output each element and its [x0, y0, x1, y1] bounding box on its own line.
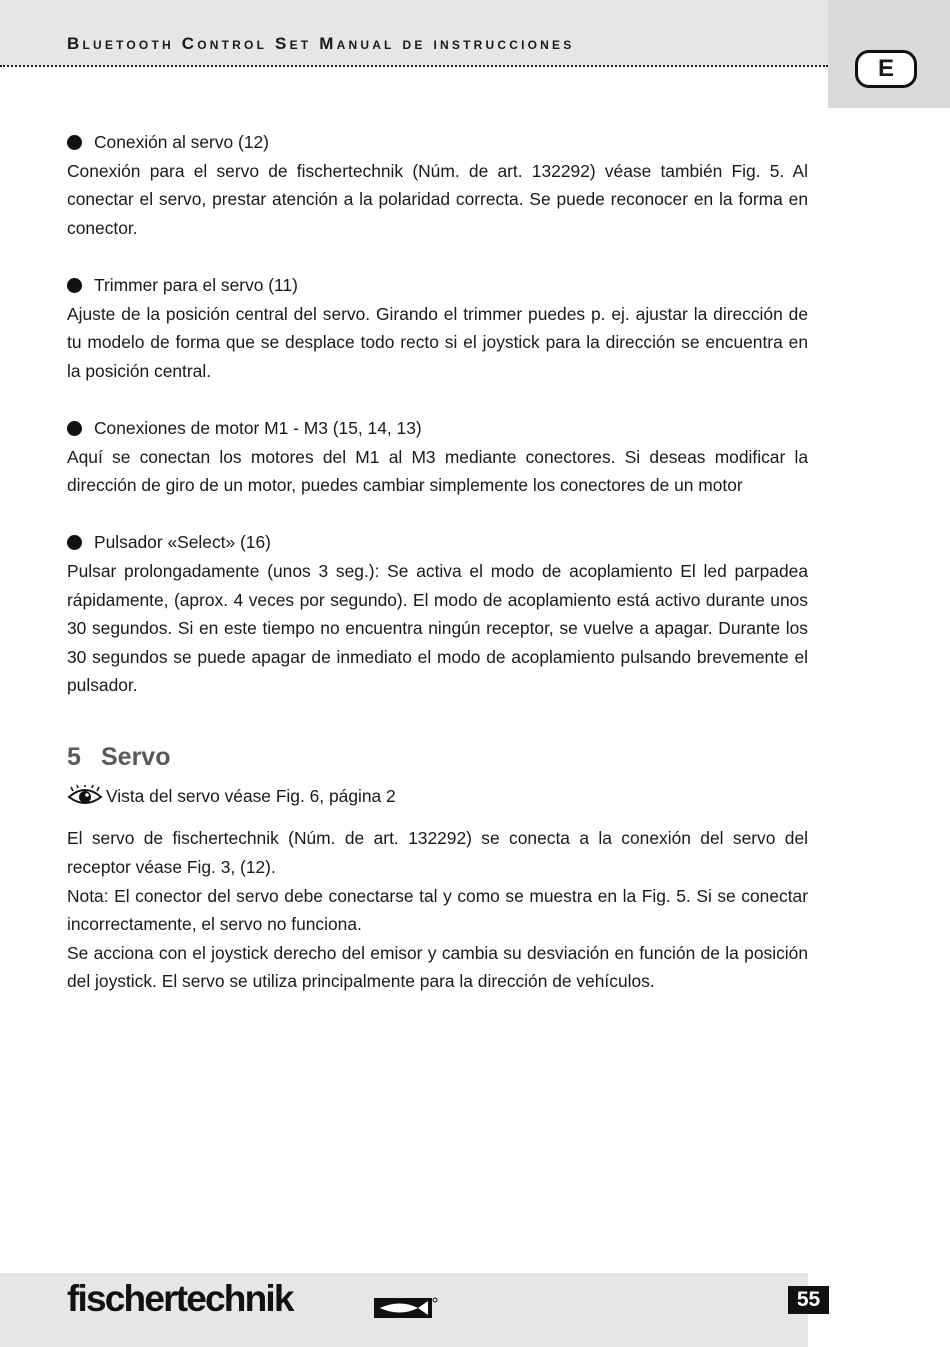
see-also-reference	[67, 782, 808, 811]
running-header-title: Bluetooth Control Set Manual de instrucciones	[67, 34, 575, 53]
section-heading-text: Conexión al servo (12)	[94, 132, 269, 152]
header-band	[0, 0, 828, 66]
language-badge: E	[855, 50, 917, 88]
section-paragraph: Ajuste de la posición central del servo. Girando el trimmer puedes p. ej. ajustar la dirección de tu modelo de forma que se desplace todo recto si el joystick para la dirección se encuentra en la posición central.	[67, 303, 808, 381]
section-heading-text: Trimmer para el servo (11)	[94, 274, 298, 295]
brand-fish-logo-icon	[374, 1296, 438, 1320]
section-select-button	[67, 528, 808, 700]
section-servo-connection	[67, 128, 808, 242]
header-dotted-rule	[0, 65, 828, 67]
chapter-heading	[67, 740, 808, 774]
page-content	[67, 128, 808, 996]
bullet-icon	[67, 135, 82, 150]
section-heading-text: Conexiones de motor M1 - M3 (15, 14, 13)	[94, 417, 422, 438]
section-paragraph: Aquí se conectan los motores del M1 al M3 mediante conectores. Si deseas modificar la dirección de giro de un motor, puedes cambiar simplemente los conectores de un motor	[67, 446, 808, 496]
chapter-paragraph: El servo de fischertechnik (Núm. de art. 132292) se conecta a la conexión del servo del receptor véase Fig. 3, (12).	[67, 828, 808, 878]
bullet-icon	[67, 421, 82, 436]
eye-icon	[67, 785, 103, 807]
chapter-paragraph: Se acciona con el joystick derecho del emisor y cambia su desviación en función de la posición del joystick. El servo se utiliza principalmente para la dirección de vehículos.	[67, 942, 808, 992]
chapter-title: Servo	[101, 742, 171, 771]
page-number: 55	[788, 1286, 829, 1314]
chapter-number: 5	[67, 742, 81, 771]
section-heading	[67, 128, 808, 157]
section-paragraph: Pulsar prolongadamente (unos 3 seg.): Se activa el modo de acoplamiento El led parpadea rápidamente, (aprox. 4 veces por segundo). El modo de acoplamiento está activo durante unos 30 segundos. Si en este tiempo no encuentra ningún receptor, se vuelve a apagar. Durante los 30 segundos se puede apagar de inmediato el modo de acoplamiento pulsando brevemente el pulsador.	[67, 560, 808, 696]
bullet-icon	[67, 278, 82, 293]
section-servo-trimmer	[67, 271, 808, 385]
section-heading	[67, 271, 808, 300]
brand-logo: fischertechnik	[67, 1278, 293, 1319]
chapter-note-paragraph: Nota: El conector del servo debe conectarse tal y como se muestra en la Fig. 5. Si se conectar incorrectamente, el servo no funciona.	[67, 885, 808, 935]
section-heading	[67, 528, 808, 557]
section-paragraph: Conexión para el servo de fischertechnik (Núm. de art. 132292) véase también Fig. 5. Al conectar el servo, prestar atención a la polaridad correcta. Se puede reconocer en la forma en conector.	[67, 160, 808, 238]
bullet-icon	[67, 535, 82, 550]
section-heading	[67, 414, 808, 443]
see-also-text: Vista del servo véase Fig. 6, página 2	[106, 785, 396, 806]
language-tab	[828, 0, 950, 108]
section-motor-connections	[67, 414, 808, 500]
section-heading-text: Pulsador «Select» (16)	[94, 532, 271, 553]
